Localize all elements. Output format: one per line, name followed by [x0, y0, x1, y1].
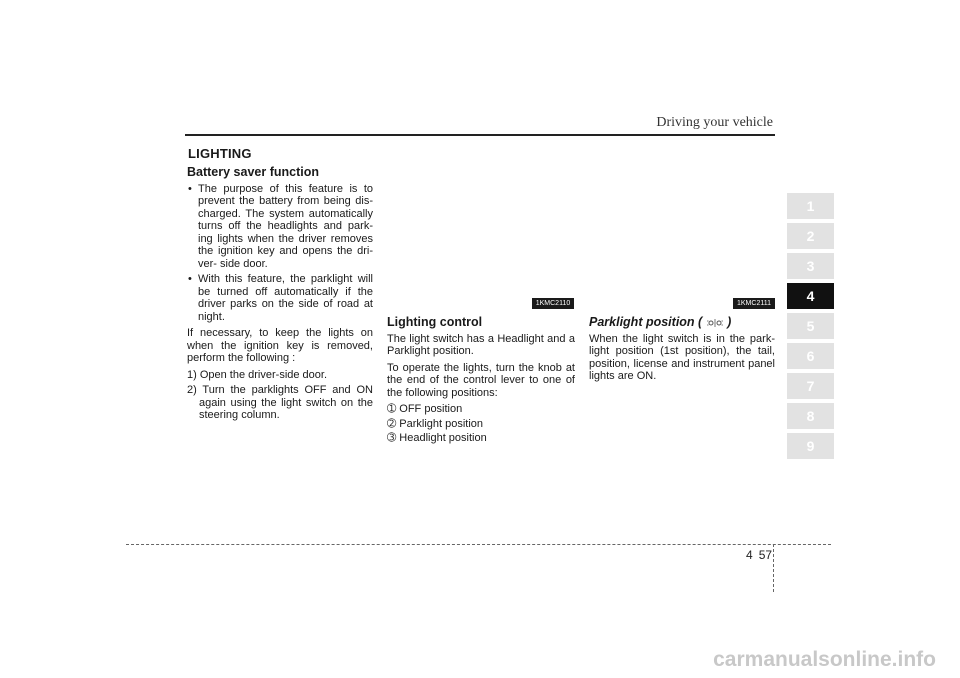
- lighting-control-para1: The light switch has a Headlight and a Parklight position.: [387, 332, 575, 357]
- step-item: 2) Turn the parklights OFF and ON again using the light switch on the steering column.: [187, 384, 373, 421]
- chapter-tab-6[interactable]: 6: [787, 343, 834, 369]
- footer-vertical-rule: [773, 544, 774, 592]
- parklight-heading-suffix: ): [727, 315, 732, 329]
- footer-rule: [126, 544, 831, 545]
- lighting-control-column: [387, 316, 575, 447]
- chapter-tab-3[interactable]: 3: [787, 253, 834, 279]
- section-title: LIGHTING: [188, 146, 252, 161]
- parklight-icon: [706, 318, 724, 328]
- parklight-heading: [589, 316, 775, 329]
- parklight-heading-prefix: Parklight position (: [589, 315, 703, 329]
- chapter-tab-8[interactable]: 8: [787, 403, 834, 429]
- header-rule: [185, 134, 775, 136]
- image-code-label: 1KMC2110: [532, 298, 574, 309]
- battery-saver-heading: Battery saver function: [187, 165, 319, 179]
- battery-saver-paragraph: If necessary, to keep the lights on when the ignition key is removed, perform the following :: [187, 327, 373, 364]
- position-item: ➂ Headlight position: [387, 432, 487, 444]
- battery-saver-steps: [187, 369, 373, 422]
- chapter-tab-9[interactable]: 9: [787, 433, 834, 459]
- parklight-body: When the light switch is in the park- light position (1st position), the tail, position, license and instrument panel lights are ON.: [589, 332, 775, 382]
- position-item: ➁ Parklight position: [387, 417, 484, 430]
- step-item: 1) Open the driver-side door.: [187, 368, 328, 381]
- chapter-tab-2[interactable]: 2: [787, 223, 834, 249]
- running-header: Driving your vehicle: [656, 115, 773, 130]
- bullet-item: • The purpose of this feature is to prevent the battery from being dis- charged. The system automatically turns off the headlights and park- ing lights when the driver removes the ignition key and opens the dri- ver- side door.: [187, 183, 373, 271]
- page-index: 57: [758, 548, 773, 562]
- watermark: carmanualsonline.info: [713, 648, 936, 671]
- battery-saver-bullets: [187, 183, 373, 324]
- lighting-control-heading: Lighting control: [387, 315, 483, 329]
- bullet-item: • With this feature, the parklight will be turned off automatically if the driver parks on the side of road at night.: [187, 273, 373, 323]
- lighting-control-para2: To operate the lights, turn the knob at the end of the control lever to one of the following positions:: [387, 361, 575, 399]
- chapter-tab-1[interactable]: 1: [787, 193, 834, 219]
- position-item: ➀ OFF position: [387, 403, 463, 415]
- image-code-label: 1KMC2111: [733, 298, 775, 309]
- parklight-column: [589, 316, 775, 387]
- chapter-tab-4[interactable]: 4: [787, 283, 834, 309]
- chapter-tab-7[interactable]: 7: [787, 373, 834, 399]
- page-number: [746, 548, 772, 562]
- chapter-tabs: [787, 193, 834, 463]
- page-chapter: 4: [746, 548, 753, 562]
- battery-saver-column: [187, 166, 373, 425]
- chapter-tab-5[interactable]: 5: [787, 313, 834, 339]
